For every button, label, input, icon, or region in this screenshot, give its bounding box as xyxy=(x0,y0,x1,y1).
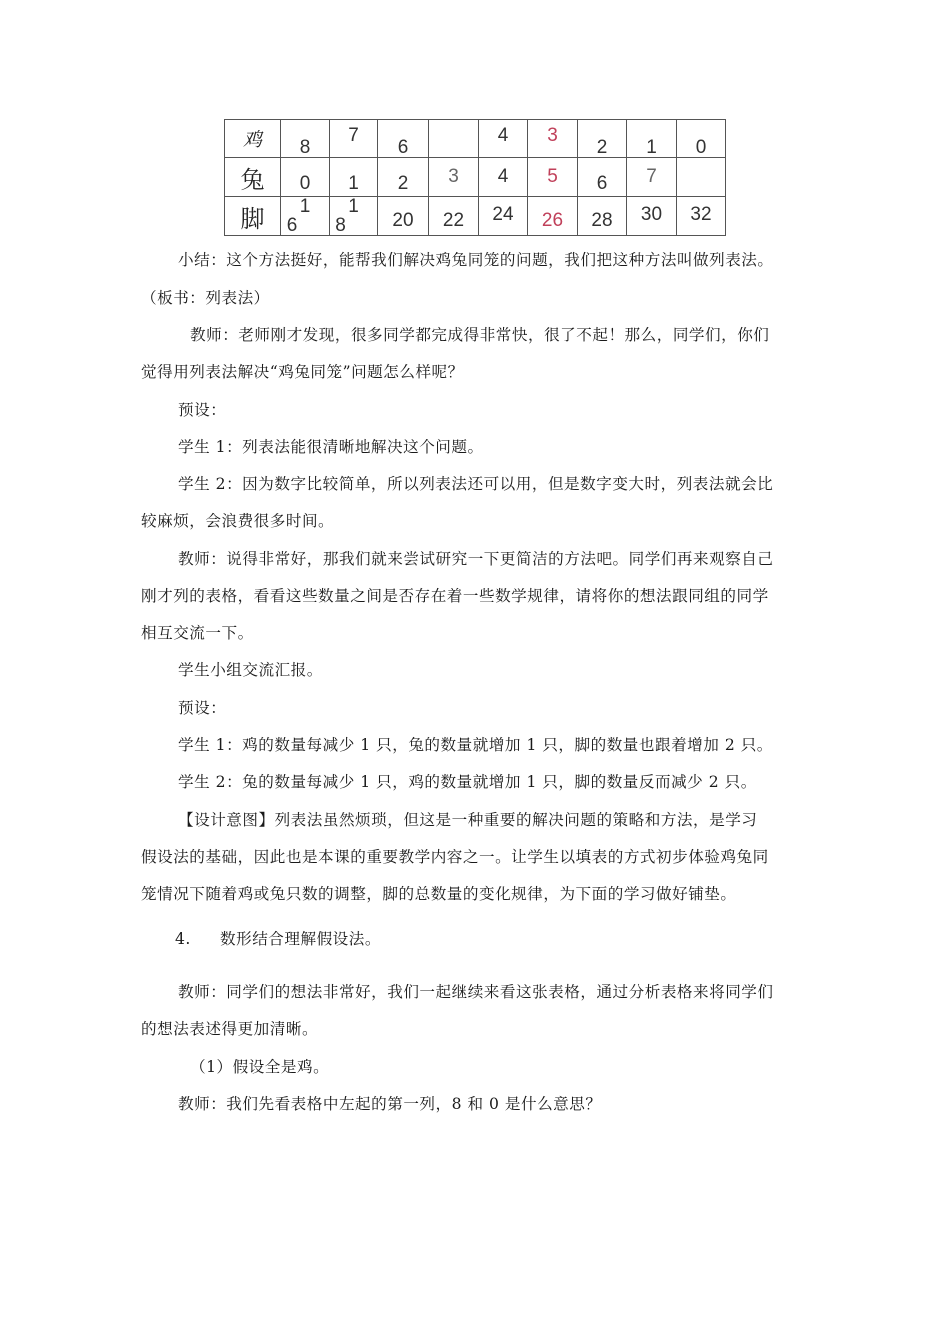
table-cell: 28 xyxy=(578,197,627,236)
student-line: 学生 2：兔的数量每减少 1 只，鸡的数量就增加 1 只，脚的数量反而减少 2 只。 xyxy=(178,773,757,791)
table-cell: 2 xyxy=(578,120,627,158)
teacher-paragraph-line: 教师：同学们的想法非常好，我们一起继续来看这张表格，通过分析表格来将同学们 xyxy=(178,983,774,1001)
table-cell: 26 xyxy=(528,197,578,236)
group-report-line: 学生小组交流汇报。 xyxy=(178,661,323,679)
table-row-rabbit xyxy=(225,158,726,197)
table-cell: 0 xyxy=(281,158,330,197)
preset-label: 预设： xyxy=(178,401,227,419)
table-cell: 3 xyxy=(528,120,578,158)
table-cell: 6 xyxy=(378,120,429,158)
table-cell: 22 xyxy=(429,197,479,236)
teacher-paragraph-line: 教师：老师刚才发现，很多同学都完成得非常快，很了不起！那么，同学们，你们 xyxy=(190,326,770,344)
table-row-chicken xyxy=(225,120,726,158)
section-number: 4. xyxy=(175,930,191,948)
row-header-chicken: 鸡 xyxy=(225,120,281,158)
chicken-rabbit-table xyxy=(224,119,726,236)
design-intent-line: 假设法的基础，因此也是本课的重要教学内容之一。让学生以填表的方式初步体验鸡兔同 xyxy=(141,848,769,866)
table-cell: 1 xyxy=(330,158,378,197)
table-cell: 24 xyxy=(479,197,528,236)
table-cell: 7 xyxy=(627,158,677,197)
table-cell: 7 xyxy=(330,120,378,158)
row-header-rabbit: 兔 xyxy=(225,158,281,197)
table-cell xyxy=(677,158,726,197)
table-cell: 2 xyxy=(378,158,429,197)
table-cell: 4 xyxy=(479,120,528,158)
table-cell: 20 xyxy=(378,197,429,236)
student-line: 较麻烦，会浪费很多时间。 xyxy=(141,512,335,530)
section-heading-4 xyxy=(175,929,855,949)
table-cell: 8 xyxy=(281,120,330,158)
design-intent-line: 【设计意图】列表法虽然烦琐，但这是一种重要的解决问题的策略和方法，是学习 xyxy=(178,811,758,829)
student-line: 学生 1：列表法能很清晰地解决这个问题。 xyxy=(178,438,484,456)
table-cell: 3 xyxy=(429,158,479,197)
section-title: 数形结合理解假设法。 xyxy=(220,930,381,948)
table-cell: 4 xyxy=(479,158,528,197)
table-cell: 32 xyxy=(677,197,726,236)
teacher-paragraph-line: 的想法表述得更加清晰。 xyxy=(141,1020,319,1038)
teacher-paragraph-line: 觉得用列表法解决“鸡兔同笼”问题怎么样呢？ xyxy=(141,363,464,381)
teacher-paragraph-line: 相互交流一下。 xyxy=(141,624,254,642)
table-cell: 6 xyxy=(578,158,627,197)
summary-line: 小结：这个方法挺好，能帮我们解决鸡兔同笼的问题，我们把这种方法叫做列表法。 xyxy=(178,251,774,269)
assumption-line: （1）假设全是鸡。 xyxy=(190,1058,330,1076)
row-header-legs: 脚 xyxy=(225,197,281,236)
design-intent-line: 笼情况下随着鸡或兔只数的调整，脚的总数量的变化规律，为下面的学习做好铺垫。 xyxy=(141,885,737,903)
table-cell: 1 xyxy=(627,120,677,158)
table-cell xyxy=(429,120,479,158)
board-note: （板书：列表法） xyxy=(141,289,270,307)
table-cell: 1 8 xyxy=(330,197,378,236)
table-cell: 5 xyxy=(528,158,578,197)
table-cell: 1 6 xyxy=(281,197,330,236)
preset-label: 预设： xyxy=(178,699,227,717)
table-row-legs xyxy=(225,197,726,236)
teacher-paragraph-line: 教师：说得非常好，那我们就来尝试研究一下更简洁的方法吧。同学们再来观察自己 xyxy=(178,550,774,568)
teacher-paragraph-line: 刚才列的表格，看看这些数量之间是否存在着一些数学规律，请将你的想法跟同组的同学 xyxy=(141,587,769,605)
table-cell: 0 xyxy=(677,120,726,158)
student-line: 学生 2：因为数字比较简单，所以列表法还可以用，但是数字变大时，列表法就会比 xyxy=(178,475,774,493)
student-line: 学生 1：鸡的数量每减少 1 只，兔的数量就增加 1 只，脚的数量也跟着增加 2 只。 xyxy=(178,736,773,754)
table-cell: 30 xyxy=(627,197,677,236)
teacher-question-line: 教师：我们先看表格中左起的第一列，8 和 0 是什么意思？ xyxy=(178,1095,602,1113)
